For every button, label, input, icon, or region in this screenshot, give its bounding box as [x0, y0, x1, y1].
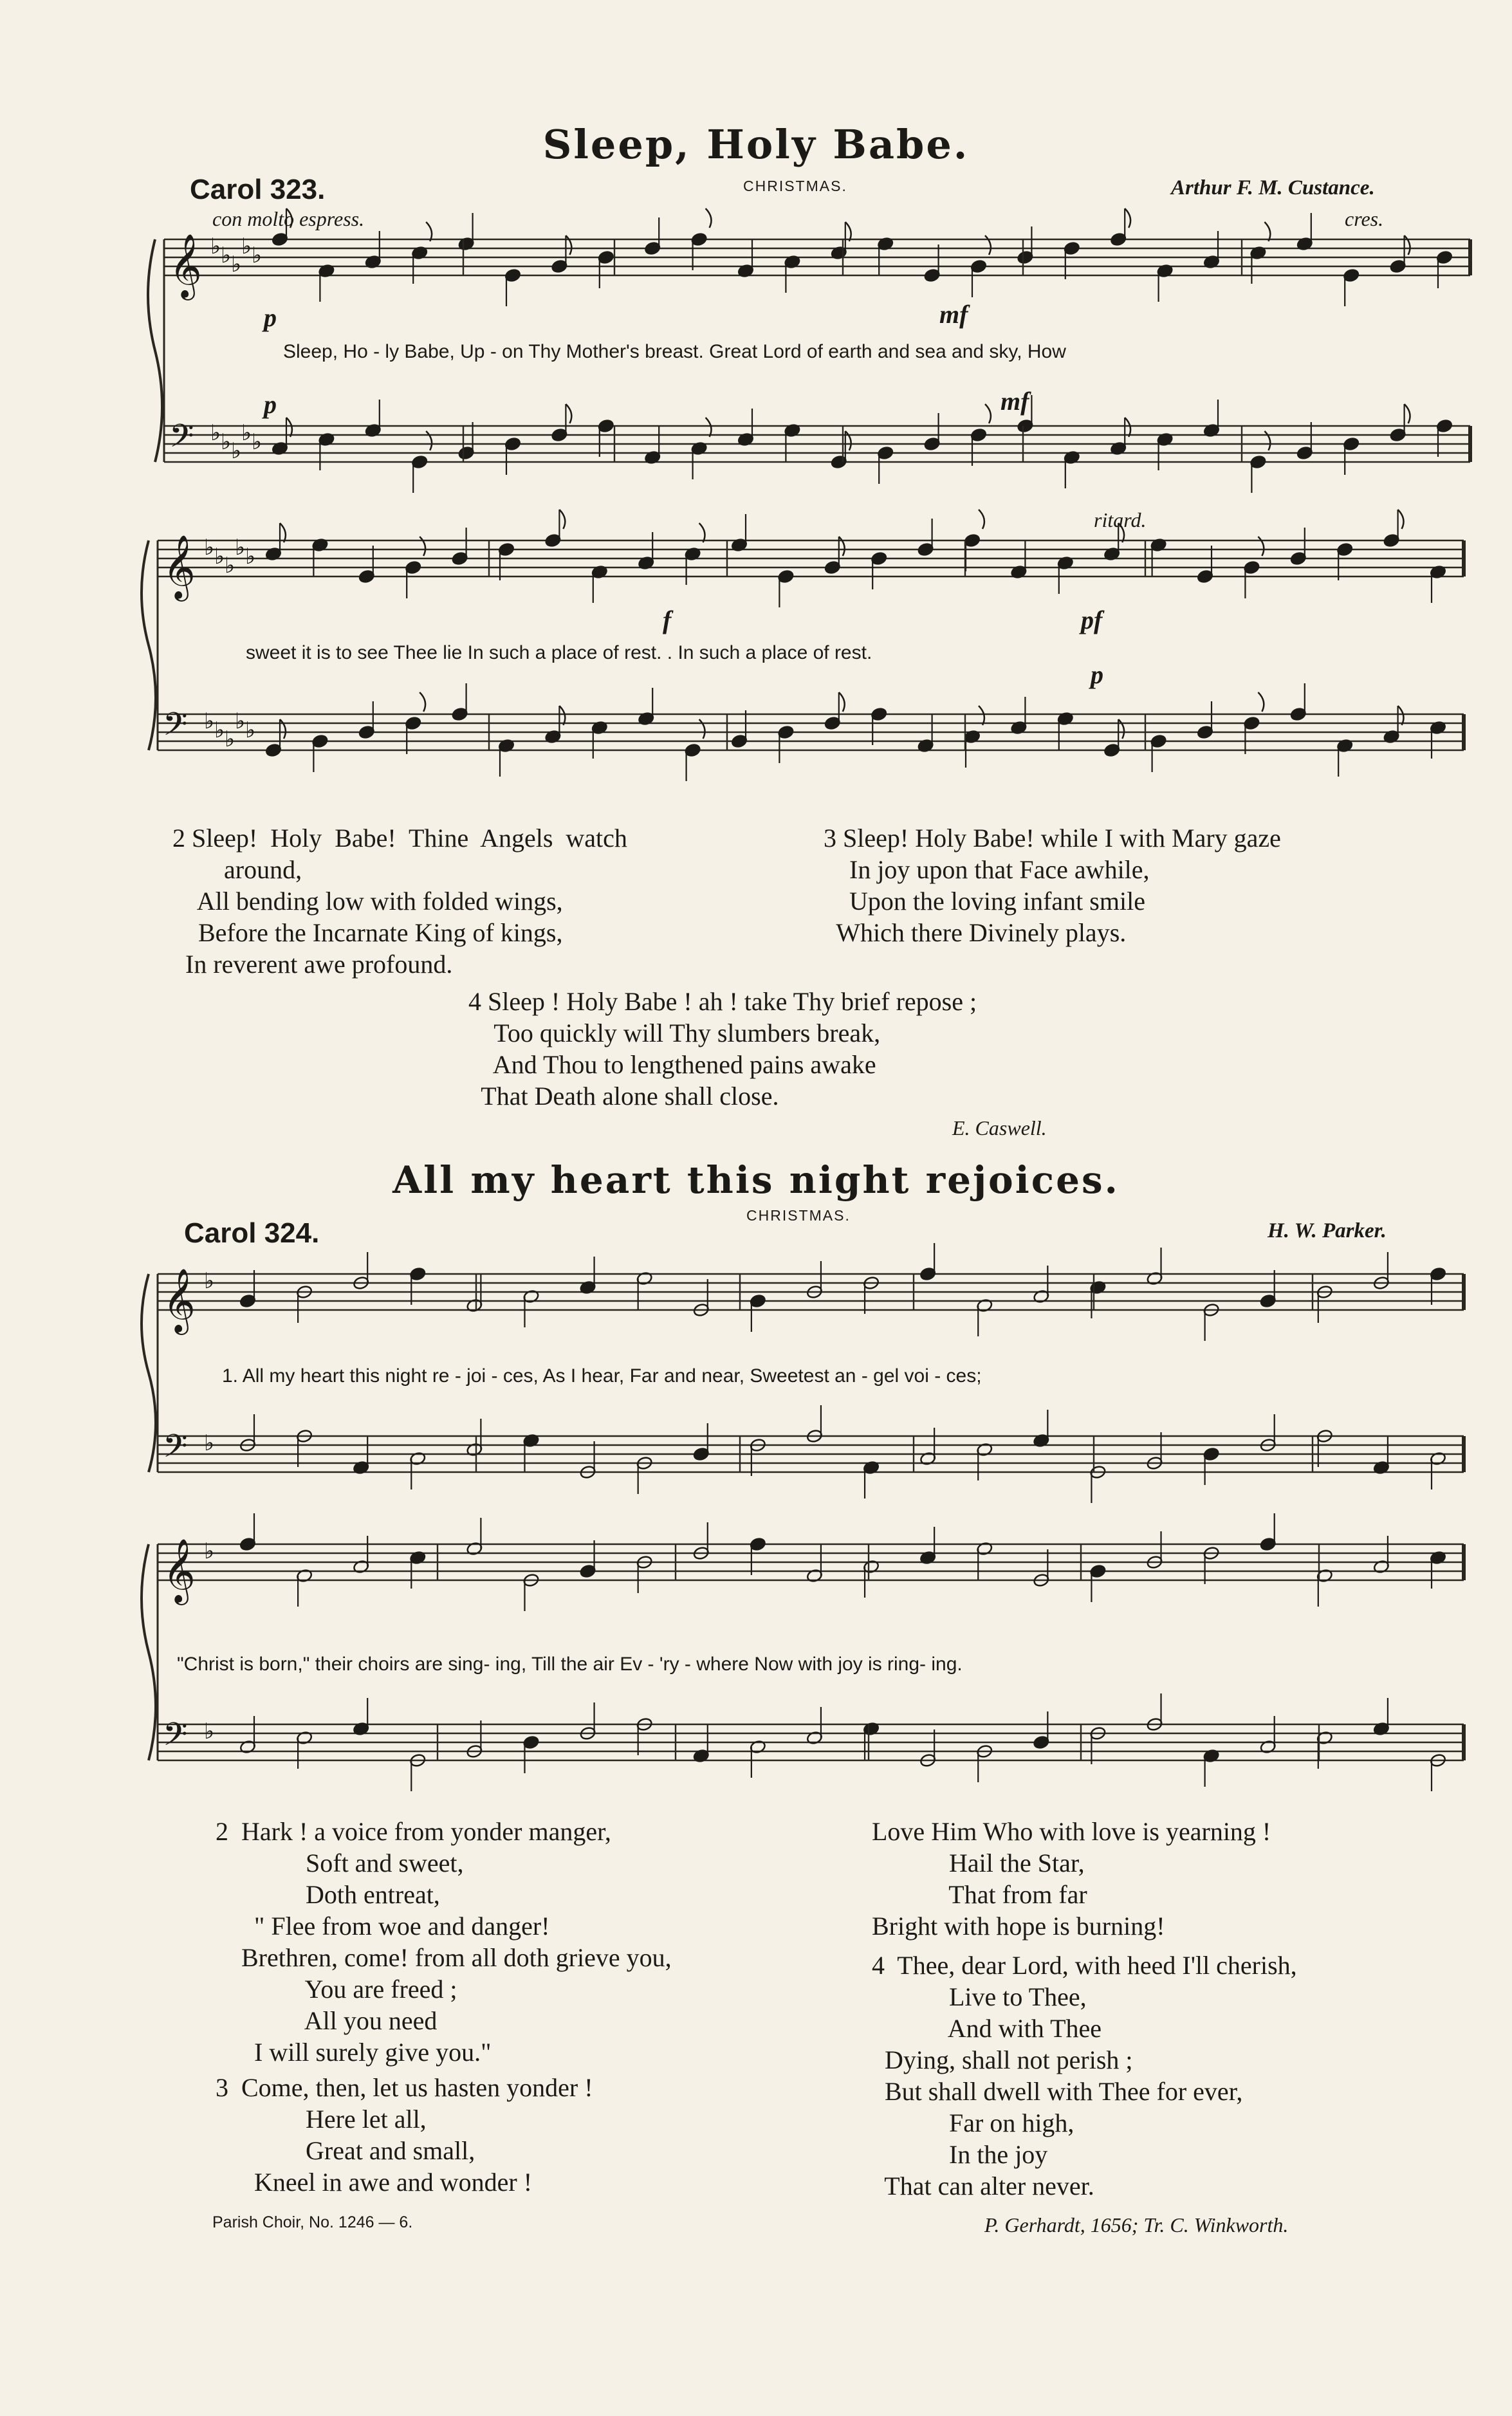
svg-text:♭: ♭ [225, 726, 235, 752]
carol-323-verse-3: 3 Sleep! Holy Babe! while I with Mary gaze In joy upon that Face awhile, Upon the loving infant smile Which there Divinely plays. [824, 824, 1281, 947]
svg-text:♭: ♭ [204, 708, 215, 734]
svg-text:𝄢: 𝄢 [169, 418, 194, 463]
svg-text:♭: ♭ [204, 535, 215, 560]
carol-324-verse-4: 4 Thee, dear Lord, with heed I'll cherish, Live to Thee, And with Thee Dying, shall not perish ; But shall dwell with Thee for ever, Far on high, In the joy That can alter never. [872, 1951, 1297, 2200]
dynamic-f: f [663, 605, 672, 634]
svg-text:♭: ♭ [221, 243, 232, 268]
dynamic-pf: pf [1081, 605, 1103, 634]
carol-324-season: CHRISTMAS. [746, 1207, 851, 1224]
svg-text:♭: ♭ [204, 1268, 215, 1294]
svg-text:♭: ♭ [210, 420, 221, 446]
svg-text:♭: ♭ [204, 1538, 215, 1564]
svg-text:𝄞: 𝄞 [163, 1268, 196, 1332]
dynamic-mf-bass: mf [1000, 387, 1029, 416]
carol-323-composer: Arthur F. M. Custance. [1171, 176, 1375, 199]
dynamic-p: p [264, 303, 277, 332]
carol-324-number: Carol 324. [184, 1217, 320, 1249]
svg-text:♭: ♭ [245, 717, 256, 743]
svg-text:♭: ♭ [214, 544, 225, 569]
staff-lines [158, 239, 1470, 1760]
expression-cres: cres. [1345, 207, 1384, 230]
footer-parish-choir: Parish Choir, No. 1246 — 6. [212, 2213, 413, 2231]
svg-text:♭: ♭ [210, 234, 221, 259]
carol-323-verse-4: 4 Sleep ! Holy Babe ! ah ! take Thy brief repose ; Too quickly will Thy slumbers break, And Thou to lengthened pains awake That Death alone shall close. [468, 987, 977, 1111]
svg-text:♭: ♭ [235, 535, 246, 560]
carol-323-number: Carol 323. [190, 174, 326, 205]
carol-324-lyrics-line-2: "Christ is born," their choirs are sing- ing, Till the air Ev - 'ry - where Now with joy is ring- ing. [177, 1654, 963, 1675]
svg-text:𝄢: 𝄢 [163, 1428, 188, 1473]
carol-323-title: Sleep, Holy Babe. [542, 121, 970, 168]
svg-text:♭: ♭ [231, 252, 242, 277]
carol-323-lyrics-line-1: Sleep, Ho - ly Babe, Up - on Thy Mother's breast. Great Lord of earth and sea and sky, How [283, 341, 1066, 362]
svg-text:♭: ♭ [235, 708, 246, 734]
expression-con-molto: con molto espress. [212, 207, 365, 230]
expression-ritard: ritard. [1094, 508, 1147, 531]
svg-text:♭: ♭ [204, 1719, 215, 1744]
svg-text:𝄢: 𝄢 [163, 1716, 188, 1761]
carol-324-verse-continued: Love Him Who with love is yearning ! Hail the Star, That from far Bright with hope is burning! [872, 1817, 1271, 1941]
svg-text:♭: ♭ [241, 234, 252, 259]
carol-323-lyrics-line-2: sweet it is to see Thee lie In such a place of rest. . In such a place of rest. [246, 642, 872, 663]
svg-text:♭: ♭ [225, 553, 235, 578]
svg-text:♭: ♭ [204, 1430, 215, 1456]
carol-324-author: P. Gerhardt, 1656; Tr. C. Winkworth. [984, 2213, 1289, 2236]
carol-323-season: CHRISTMAS. [743, 178, 847, 194]
svg-text:♭: ♭ [231, 438, 242, 464]
carol-323-verse-2: 2 Sleep! Holy Babe! Thine Angels watch around, All bending low with folded wings, Before the Incarnate King of kings, In reverent awe profound. [172, 824, 627, 979]
svg-text:♭: ♭ [221, 429, 232, 455]
dynamic-p-bass: p [264, 390, 277, 419]
svg-text:♭: ♭ [245, 544, 256, 569]
svg-text:♭: ♭ [252, 243, 263, 268]
svg-text:𝄞: 𝄞 [163, 1538, 196, 1603]
svg-text:𝄞: 𝄞 [163, 535, 196, 599]
dynamic-p-2: p [1091, 660, 1103, 689]
svg-text:♭: ♭ [214, 717, 225, 743]
carol-324-composer: H. W. Parker. [1268, 1219, 1387, 1242]
carol-324-verse-2: 2 Hark ! a voice from yonder manger, Soft and sweet, Doth entreat, " Flee from woe and danger! Brethren, come! from all doth grieve you, You are freed ; All you need I will surely give you." [216, 1817, 672, 2067]
svg-text:♭: ♭ [241, 420, 252, 446]
svg-text:♭: ♭ [252, 429, 263, 455]
carol-323-author: E. Caswell. [952, 1116, 1047, 1139]
dynamic-mf: mf [939, 300, 968, 329]
carol-324-title: All my heart this night rejoices. [392, 1158, 1120, 1202]
carol-324-verse-3: 3 Come, then, let us hasten yonder ! Here let all, Great and small, Kneel in awe and wonder ! [216, 2073, 593, 2197]
svg-text:𝄞: 𝄞 [169, 234, 202, 298]
carol-324-lyrics-line-1: 1. All my heart this night re - joi - ces, As I hear, Far and near, Sweetest an - gel voi - ces; [222, 1365, 982, 1387]
svg-text:𝄢: 𝄢 [163, 706, 188, 751]
